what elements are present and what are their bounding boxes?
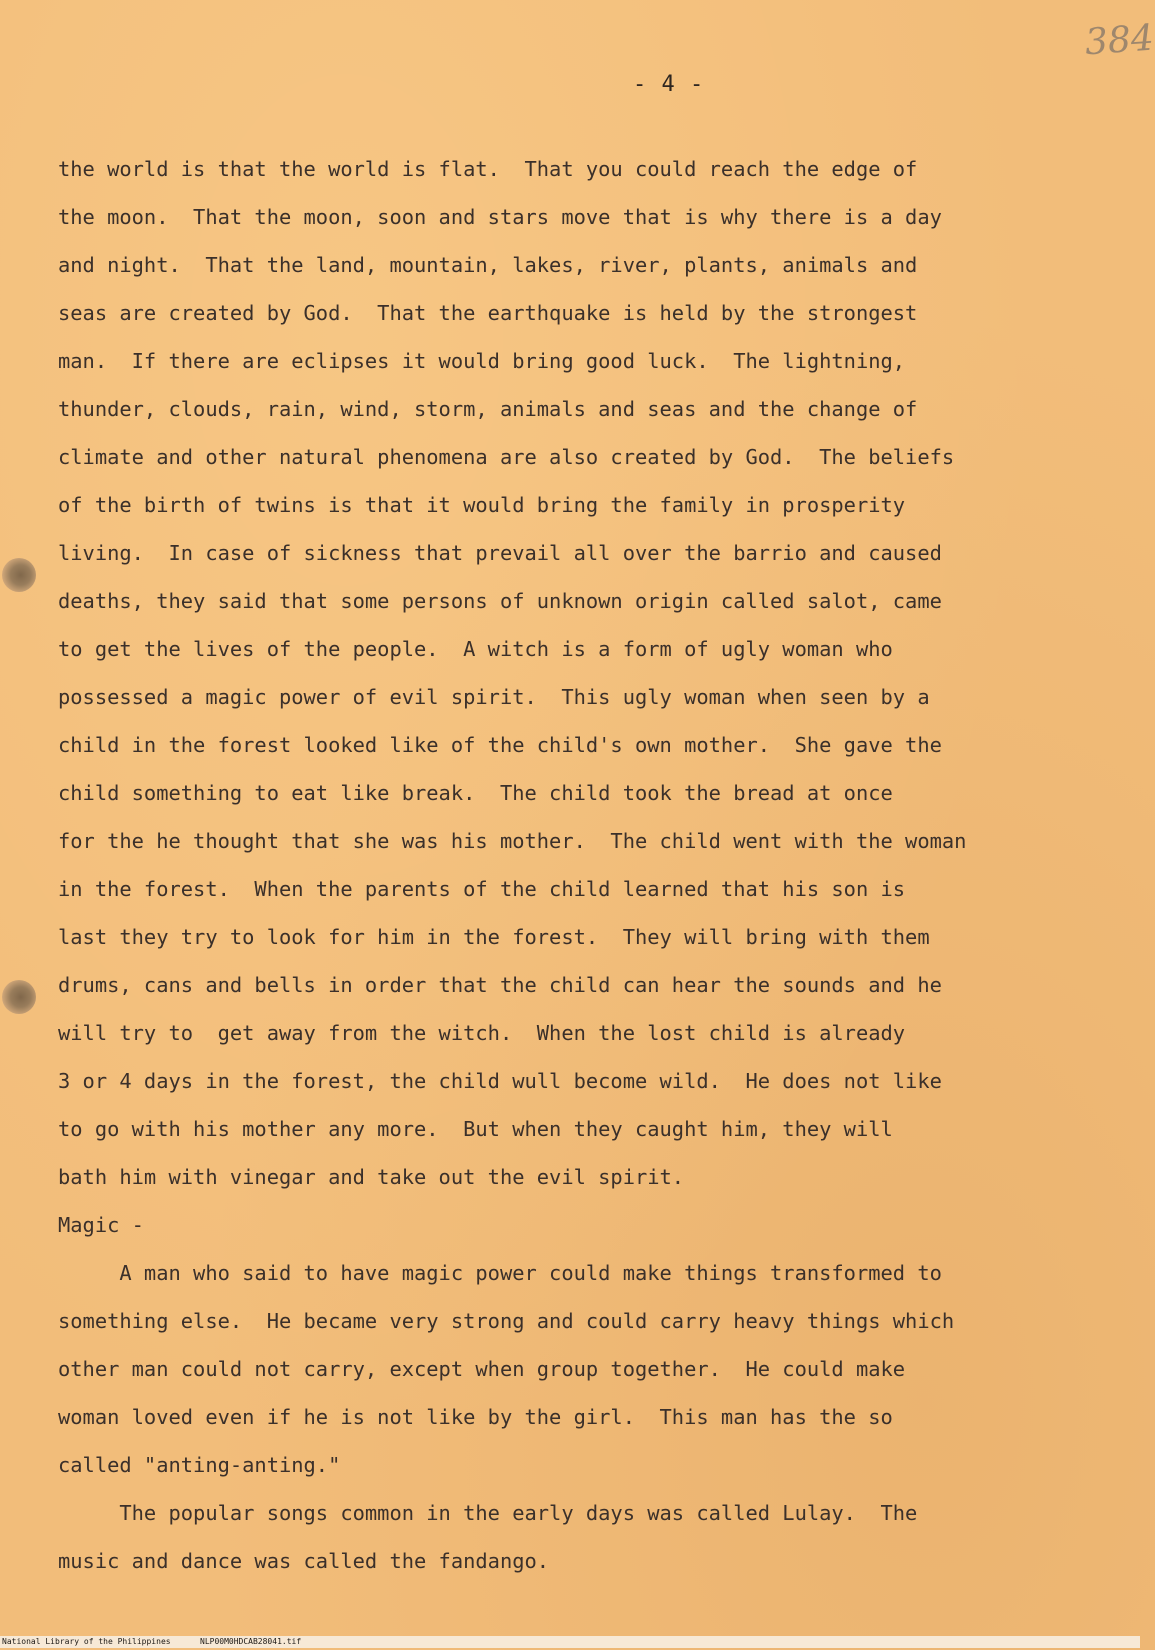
text-line: last they try to look for him in the forest. They will bring with them [58,925,930,949]
footer-file-name: NLP00M0HDCAB28041.tif [200,1637,302,1646]
text-line: child in the forest looked like of the child's own mother. She gave the [58,733,942,757]
text-line: to get the lives of the people. A witch is a form of ugly woman who [58,637,893,661]
text-line: A man who said to have magic power could make things transformed to [58,1261,942,1285]
text-line: 3 or 4 days in the forest, the child wull become wild. He does not like [58,1069,942,1093]
text-line: other man could not carry, except when group together. He could make [58,1357,906,1381]
text-line: drums, cans and bells in order that the child can hear the sounds and he [58,973,942,997]
punch-hole-mark [2,558,36,592]
text-line: man. If there are eclipses it would bring good luck. The lightning, [58,349,906,373]
text-line: the moon. That the moon, soon and stars move that is why there is a day [58,205,942,229]
text-line: for the he thought that she was his mother. The child went with the woman [58,829,967,853]
archive-page-number: 384 [1083,17,1155,64]
text-line: bath him with vinegar and take out the evil spirit. [58,1165,685,1189]
text-line: climate and other natural phenomena are also created by God. The beliefs [58,445,955,469]
typed-body-text [58,145,1018,1585]
text-line: possessed a magic power of evil spirit. This ugly woman when seen by a [58,685,930,709]
section-heading-magic: Magic - [58,1213,144,1237]
page-number: - 4 - [633,72,705,97]
footer-library-name: National Library of the Philippines [2,1637,171,1646]
text-line: music and dance was called the fandango. [58,1549,550,1573]
punch-hole-mark [2,980,36,1014]
text-line: woman loved even if he is not like by the girl. This man has the so [58,1405,893,1429]
text-line: The popular songs common in the early days was called Lulay. The [58,1501,918,1525]
text-line: child something to eat like break. The child took the bread at once [58,781,893,805]
scan-footer-strip [0,1636,1140,1648]
text-line: to go with his mother any more. But when they caught him, they will [58,1117,893,1141]
text-line: of the birth of twins is that it would bring the family in prosperity [58,493,906,517]
text-line: will try to get away from the witch. When the lost child is already [58,1021,906,1045]
text-line: seas are created by God. That the earthquake is held by the strongest [58,301,918,325]
text-line: in the forest. When the parents of the child learned that his son is [58,877,906,901]
text-line: and night. That the land, mountain, lakes, river, plants, animals and [58,253,918,277]
text-line: deaths, they said that some persons of unknown origin called salot, came [58,589,942,613]
text-line: living. In case of sickness that prevail all over the barrio and caused [58,541,942,565]
text-line: the world is that the world is flat. That you could reach the edge of [58,157,918,181]
text-line: thunder, clouds, rain, wind, storm, animals and seas and the change of [58,397,918,421]
text-line: something else. He became very strong and could carry heavy things which [58,1309,955,1333]
text-line: called "anting-anting." [58,1453,341,1477]
